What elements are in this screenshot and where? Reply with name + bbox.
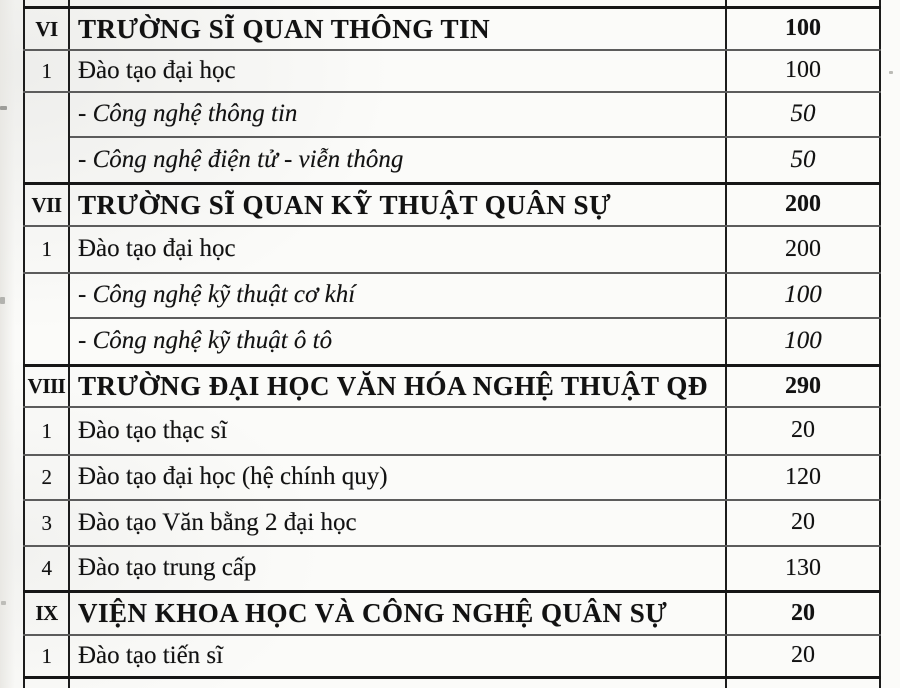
row-index-cell: 2 <box>24 455 69 500</box>
row-value-cell: 20 <box>726 635 880 677</box>
table-row <box>24 407 880 455</box>
row-value-cell: 100 <box>726 318 880 365</box>
row-value-cell: 120 <box>726 455 880 500</box>
row-name-cell: Đào tạo đại học (hệ chính quy) <box>69 455 726 500</box>
spacer-index-cell <box>24 677 69 688</box>
table-row <box>24 365 880 407</box>
row-index-cell <box>24 92 69 183</box>
row-value-cell: 200 <box>726 183 880 226</box>
row-index-cell: 1 <box>24 226 69 273</box>
row-name-cell: Đào tạo thạc sĩ <box>69 407 726 455</box>
row-name-cell: Đào tạo đại học <box>69 226 726 273</box>
row-value-cell: 50 <box>726 137 880 183</box>
row-value-cell: 50 <box>726 92 880 137</box>
table-row <box>24 226 880 273</box>
table-row <box>24 318 880 365</box>
spacer-name-cell <box>69 0 726 7</box>
scan-artifact <box>0 297 5 304</box>
row-index-cell: 1 <box>24 407 69 455</box>
scan-artifact <box>0 106 7 110</box>
spacer-value-cell <box>726 677 880 688</box>
row-index-cell: 3 <box>24 500 69 546</box>
row-index-cell: 1 <box>24 50 69 92</box>
spacer-name-cell <box>69 677 726 688</box>
row-name-cell: TRƯỜNG SĨ QUAN THÔNG TIN <box>69 7 726 50</box>
table-row <box>24 92 880 137</box>
row-name-cell: - Công nghệ kỹ thuật ô tô <box>69 318 726 365</box>
row-name-cell: - Công nghệ điện tử - viễn thông <box>69 137 726 183</box>
scan-artifact <box>889 71 893 74</box>
row-name-cell: Đào tạo trung cấp <box>69 546 726 591</box>
table-row <box>24 183 880 226</box>
table-row <box>24 273 880 318</box>
spacer-index-cell <box>24 0 69 7</box>
row-value-cell: 130 <box>726 546 880 591</box>
row-name-cell: Đào tạo tiến sĩ <box>69 635 726 677</box>
row-value-cell: 100 <box>726 50 880 92</box>
row-index-cell: 4 <box>24 546 69 591</box>
row-index-cell: VII <box>24 183 69 226</box>
row-value-cell: 100 <box>726 273 880 318</box>
table-row <box>24 546 880 591</box>
scan-edge-shading <box>0 0 15 688</box>
spacer-row <box>24 677 880 688</box>
row-value-cell: 290 <box>726 365 880 407</box>
table-row <box>24 591 880 635</box>
table-row <box>24 50 880 92</box>
table-row <box>24 7 880 50</box>
table-row <box>24 455 880 500</box>
table-row <box>24 635 880 677</box>
table-row <box>24 500 880 546</box>
spacer-value-cell <box>726 0 880 7</box>
row-index-cell: 1 <box>24 635 69 677</box>
row-index-cell: VI <box>24 7 69 50</box>
row-name-cell: - Công nghệ kỹ thuật cơ khí <box>69 273 726 318</box>
spacer-row <box>24 0 880 7</box>
row-value-cell: 20 <box>726 407 880 455</box>
row-name-cell: Đào tạo Văn bằng 2 đại học <box>69 500 726 546</box>
row-index-cell: VIII <box>24 365 69 407</box>
row-name-cell: VIỆN KHOA HỌC VÀ CÔNG NGHỆ QUÂN SỰ <box>69 591 726 635</box>
row-name-cell: TRƯỜNG ĐẠI HỌC VĂN HÓA NGHỆ THUẬT QĐ <box>69 365 726 407</box>
row-name-cell: Đào tạo đại học <box>69 50 726 92</box>
row-value-cell: 200 <box>726 226 880 273</box>
row-value-cell: 20 <box>726 500 880 546</box>
row-index-cell: IX <box>24 591 69 635</box>
row-name-cell: TRƯỜNG SĨ QUAN KỸ THUẬT QUÂN SỰ <box>69 183 726 226</box>
enrollment-quota-table <box>23 0 881 688</box>
table-body <box>24 0 880 688</box>
table-row <box>24 137 880 183</box>
row-name-cell: - Công nghệ thông tin <box>69 92 726 137</box>
scan-artifact <box>1 601 6 605</box>
row-value-cell: 100 <box>726 7 880 50</box>
row-index-cell <box>24 273 69 365</box>
row-value-cell: 20 <box>726 591 880 635</box>
